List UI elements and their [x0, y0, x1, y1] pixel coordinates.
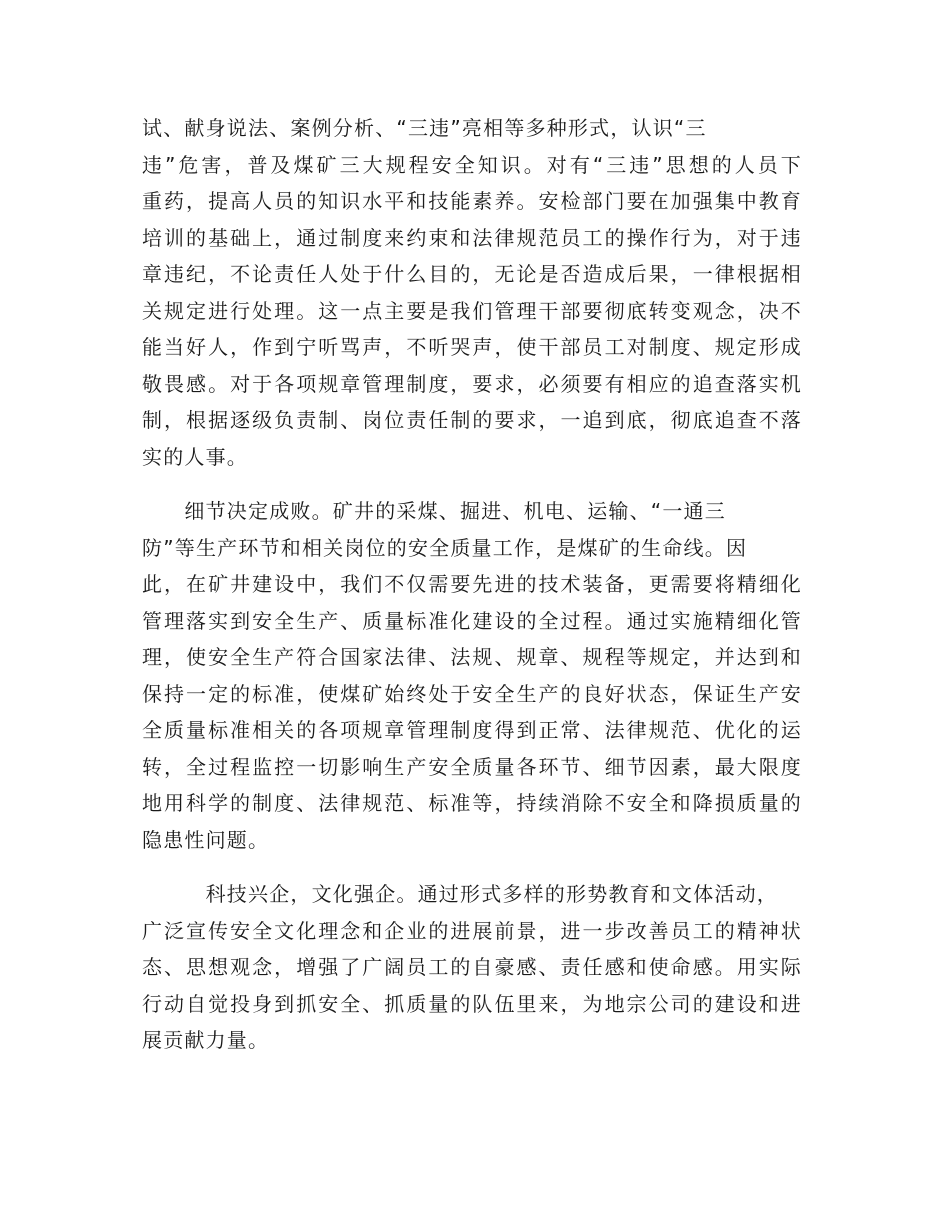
paragraph-line: 全质量标准相关的各项规章管理制度得到正常、法律规范、优化的运	[142, 718, 802, 742]
paragraph-violations-education	[142, 110, 802, 475]
paragraph-line: 细节决定成败。矿井的采煤、掘进、机电、运输、“一通三	[142, 499, 726, 523]
paragraph-line: 试、献身说法、案例分析、“三违”亮相等多种形式，认识“三	[142, 116, 707, 140]
paragraph-line: 重药，提高人员的知识水平和技能素养。安检部门要在加强集中教育	[142, 189, 802, 213]
paragraph-line: 保持一定的标准，使煤矿始终处于安全生产的良好状态，保证生产安	[142, 681, 802, 706]
paragraph-line: 地用科学的制度、法律规范、标准等，持续消除不安全和降损质量的	[142, 791, 802, 815]
paragraph-line: 科技兴企，文化强企。通过形式多样的形势教育和文体活动，	[142, 882, 778, 906]
paragraph-line: 理，使安全生产符合国家法律、法规、规章、规程等规定，并达到和	[142, 645, 802, 669]
paragraph-technology-culture	[142, 876, 802, 1059]
paragraph-line: 展贡献力量。	[142, 1028, 270, 1052]
paragraph-line: 制，根据逐级负责制、岗位责任制的要求，一追到底，彻底追查不落	[142, 408, 802, 432]
paragraph-line: 广泛宣传安全文化理念和企业的进展前景，进一步改善员工的精神状	[142, 918, 802, 943]
paragraph-line: 敬畏感。对于各项规章管理制度，要求，必须要有相应的追查落实机	[142, 371, 802, 396]
paragraph-line: 管理落实到安全生产、质量标准化建设的全过程。通过实施精细化管	[142, 608, 802, 633]
paragraph-line: 态、思想观念，增强了广阔员工的自豪感、责任感和使命感。用实际	[142, 955, 802, 979]
paragraph-line: 此，在矿井建设中，我们不仅需要先进的技术装备，更需要将精细化	[142, 572, 802, 596]
paragraph-line: 能当好人，作到宁听骂声，不听哭声，使干部员工对制度、规定形成	[142, 335, 802, 359]
paragraph-line: 培训的基础上，通过制度来约束和法律规范员工的操作行为，对于违	[142, 225, 802, 250]
paragraph-line: 关规定进行处理。这一点主要是我们管理干部要彻底转变观念，决不	[142, 298, 802, 323]
paragraph-line: 转，全过程监控一切影响生产安全质量各环节、细节因素，最大限度	[142, 754, 802, 779]
paragraph-line: 章违纪，不论责任人处于什么目的，无论是否造成后果，一律根据相	[142, 262, 802, 286]
paragraph-line: 行动自觉投身到抓安全、抓质量的队伍里来，为地宗公司的建设和进	[142, 991, 802, 1016]
paragraph-details-decide-success	[142, 493, 802, 858]
paragraph-line: 防”等生产环节和相关岗位的安全质量工作，是煤矿的生命线。因	[142, 535, 748, 560]
paragraph-line: 隐患性问题。	[142, 827, 270, 852]
paragraph-line: 违”危害，普及煤矿三大规程安全知识。对有“三违”思想的人员下	[142, 152, 802, 177]
paragraph-line: 实的人事。	[142, 444, 248, 469]
